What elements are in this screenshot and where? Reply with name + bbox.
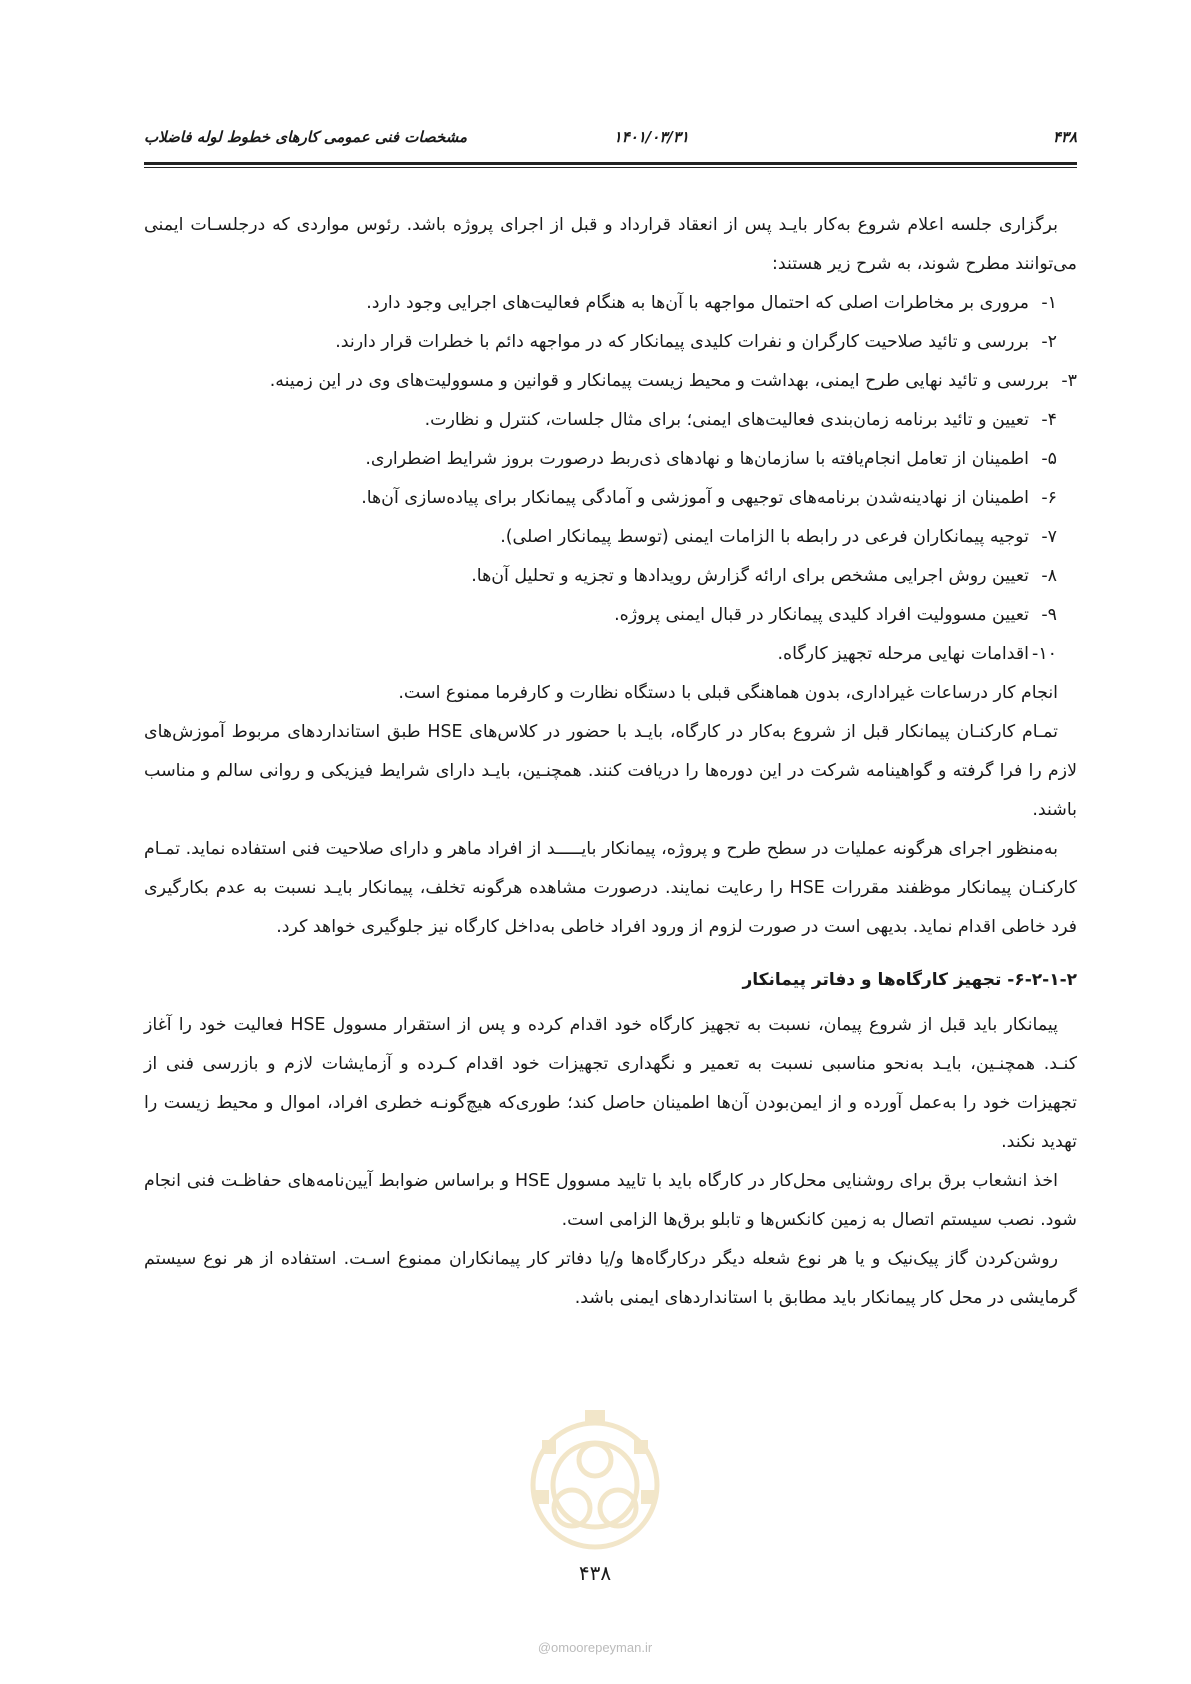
list-item-number: ۱- [1041,293,1057,313]
header-page-number: ۴۳۸ [1052,128,1077,146]
paragraph-electrical: اخذ انشعاب برق برای روشنایی محل‌کار در کارگاه باید با تایید مسوول HSE و براساس ضوابط آیین‌نامه‌های حفاظـت فنی انجام شود. نصب سیستم اتصال به زمین کانکس‌ها و تابلو برق‌ها الزامی است. [144,1171,1077,1230]
list-item-text: تعیین و تائید برنامه زمان‌بندی فعالیت‌های ایمنی؛ برای مثال جلسات، کنترل و نظارت. [424,410,1029,430]
list-item-number: ۶- [1041,488,1057,508]
list-item [144,596,1077,635]
list-item [144,440,1077,479]
header-rule-thick [144,162,1077,165]
document-body [144,206,1077,1318]
list-item [144,362,1077,401]
list-item-number: ۲- [1041,332,1057,352]
header-rule-thin [144,167,1077,168]
watermark-seal-icon [520,1390,670,1580]
paragraph-site-equipment: پیمانکار باید قبل از شروع پیمان، نسبت به تجهیز کارگاه خود اقدام کرده و پس از استقرار مسوول HSE فعالیت خود را آغاز کنـد. همچنـین، بایـد به‌نحو مناسبی نسبت به تعمیر و نگهداری تجهیزات خود اقدام کـرده و آزمایشات لازم و بازرسی فنی از تجهیزات خود را به‌عمل آورده و از ایمن‌بودن آن‌ها اطمینان حاصل کند؛ طوری‌که هیچ‌گونـه خطری افراد، اموال و محیط زیست را تهدید نکند. [144,1015,1077,1152]
list-item-number: ۸- [1041,566,1057,586]
list-item-text: اطمینان از نهادینه‌شدن برنامه‌های توجیهی و آموزشی و آمادگی پیمانکار برای پیاده‌سازی آن‌ها. [361,488,1029,508]
list-item-number: ۱۰- [1032,644,1057,664]
list-item [144,401,1077,440]
list-item-number: ۵- [1041,449,1057,469]
list-item-text: تعیین روش اجرایی مشخص برای ارائه گزارش رویدادها و تجزیه و تحلیل آن‌ها. [471,566,1029,586]
watermark-site: @omoorepeyman.ir [537,1640,653,1655]
header-title: مشخصات فنی عمومی کارهای خطوط لوله فاضلاب [144,128,468,146]
list-item-number: ۳- [1061,371,1077,391]
intro-paragraph: برگزاری جلسه اعلام شروع به‌کار بایـد پس از انعقاد قرارداد و قبل از اجرای پروژه باشد. رئوس مواردی که درجلسـات ایمنی می‌توانند مطرح شوند، به شرح زیر هستند: [144,215,1077,274]
list-item [144,635,1077,674]
paragraph-skilled-staff: به‌منظور اجرای هرگونه عملیات در سطح طرح و پروژه، پیمانکار بایـــــد از افراد ماهر و دارای صلاحیت فنی استفاده نماید. تمـام کارکنـان پیمانکار موظفند مقررات HSE را رعایت نمایند. درصورت مشاهده هرگونه تخلف، پیمانکار بایـد نسبت به عدم بکارگیری فرد خاطی اقدام نماید. بدیهی است در صورت لزوم از ورود افراد خاطی به‌داخل کارگاه نیز جلوگیری خواهد کرد. [144,839,1077,937]
list-item-text: بررسی و تائید نهایی طرح ایمنی، بهداشت و محیط زیست پیمانکار و قوانین و مسوولیت‌های وی در این زمینه. [269,371,1049,391]
list-item-number: ۷- [1041,527,1057,547]
list-item-number: ۴- [1041,410,1057,430]
meeting-items-list [144,284,1077,674]
list-item [144,284,1077,323]
paragraph-offhours: انجام کار درساعات غیراداری، بدون هماهنگی قبلی با دستگاه نظارت و کارفرما ممنوع است. [398,683,1058,703]
header-date: ۱۴۰۱/۰۳/۳۱ [613,128,689,146]
page-header [144,128,1077,154]
list-item [144,323,1077,362]
list-item-text: مروری بر مخاطرات اصلی که احتمال مواجهه با آن‌ها به هنگام فعالیت‌های اجرایی وجود دارد. [366,293,1029,313]
list-item-number: ۹- [1041,605,1057,625]
list-item-text: اطمینان از تعامل انجام‌یافته با سازمان‌ها و نهادهای ذی‌ربط درصورت بروز شرایط اضطراری. [365,449,1029,469]
list-item [144,518,1077,557]
list-item-text: توجیه پیمانکاران فرعی در رابطه با الزامات ایمنی (توسط پیمانکار اصلی). [500,527,1029,547]
list-item [144,479,1077,518]
section-heading: ۶-۲-۱-۲- تجهیز کارگاه‌ها و دفاتر پیمانکار [742,970,1077,990]
footer-page-number: ۴۳۸ [578,1561,612,1585]
list-item-text: تعیین مسوولیت افراد کلیدی پیمانکار در قبال ایمنی پروژه. [614,605,1029,625]
paragraph-hse-training: تمـام کارکنـان پیمانکار قبل از شروع به‌کار در کارگاه، بایـد با حضور در کلاس‌های HSE طبق استانداردهای مربوط آموزش‌های لازم را فرا گرفته و گواهینامه شرکت در این دوره‌ها را دریافت کنند. همچنـین، بایـد دارای شرایط فیزیکی و روانی سالم و مناسب باشند. [144,722,1077,820]
list-item [144,557,1077,596]
list-item-text: بررسی و تائید صلاحیت کارگران و نفرات کلیدی پیمانکار که در مواجهه دائم با خطرات قرار دارند. [335,332,1029,352]
paragraph-gas-heating: روشن‌کردن گاز پیک‌نیک و یا هر نوع شعله دیگر درکارگاه‌ها و/یا دفاتر کار پیمانکاران ممنوع اسـت. استفاده از هر نوع سیستم گرمایشی در محل کار پیمانکار باید مطابق با استانداردهای ایمنی باشد. [144,1249,1077,1308]
list-item-text: اقدامات نهایی مرحله تجهیز کارگاه. [777,644,1029,664]
